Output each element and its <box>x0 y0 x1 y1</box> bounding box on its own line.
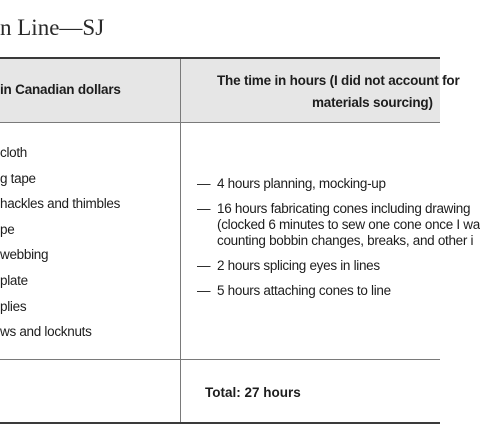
body-bottom-rule <box>0 359 440 360</box>
column-header-time-line2: materials sourcing) <box>312 95 433 110</box>
total-hours: Total: 27 hours <box>205 385 301 400</box>
materials-list <box>0 143 120 348</box>
materials-item: webbing <box>0 247 49 263</box>
materials-item: hackles and thimbles <box>0 196 121 212</box>
materials-item: g tape <box>0 170 36 186</box>
time-item <box>197 176 480 192</box>
time-item-text: 5 hours attaching cones to line <box>217 283 391 298</box>
materials-item: plate <box>0 272 28 288</box>
time-list <box>197 176 480 308</box>
dash-bullet: — <box>197 176 211 191</box>
header-bottom-rule <box>0 122 440 123</box>
materials-item: cloth <box>0 145 28 160</box>
time-item <box>197 283 480 299</box>
materials-item: plies <box>0 298 27 314</box>
time-item-text: (clocked 6 minutes to sew one cone once I wa <box>217 217 480 232</box>
dash-bullet: — <box>197 201 211 216</box>
column-header-cost: in Canadian dollars <box>0 82 121 97</box>
time-item <box>197 201 480 249</box>
time-item-text: counting bobbin changes, breaks, and other i <box>217 233 474 248</box>
column-header-time-line1: The time in hours (I did not account for <box>217 73 460 88</box>
materials-item: pe <box>0 221 15 237</box>
dash-bullet: — <box>197 283 211 298</box>
time-item-text: 16 hours fabricating cones including drawing <box>217 201 471 216</box>
time-item-text: 2 hours splicing eyes in lines <box>217 258 380 273</box>
materials-item: ws and locknuts <box>0 324 92 340</box>
column-divider <box>180 59 181 422</box>
page-title: n Line—SJ <box>0 15 105 40</box>
dash-bullet: — <box>197 258 211 273</box>
table-bottom-rule <box>0 422 440 424</box>
time-item <box>197 258 480 274</box>
time-item-text: 4 hours planning, mocking-up <box>217 176 386 191</box>
